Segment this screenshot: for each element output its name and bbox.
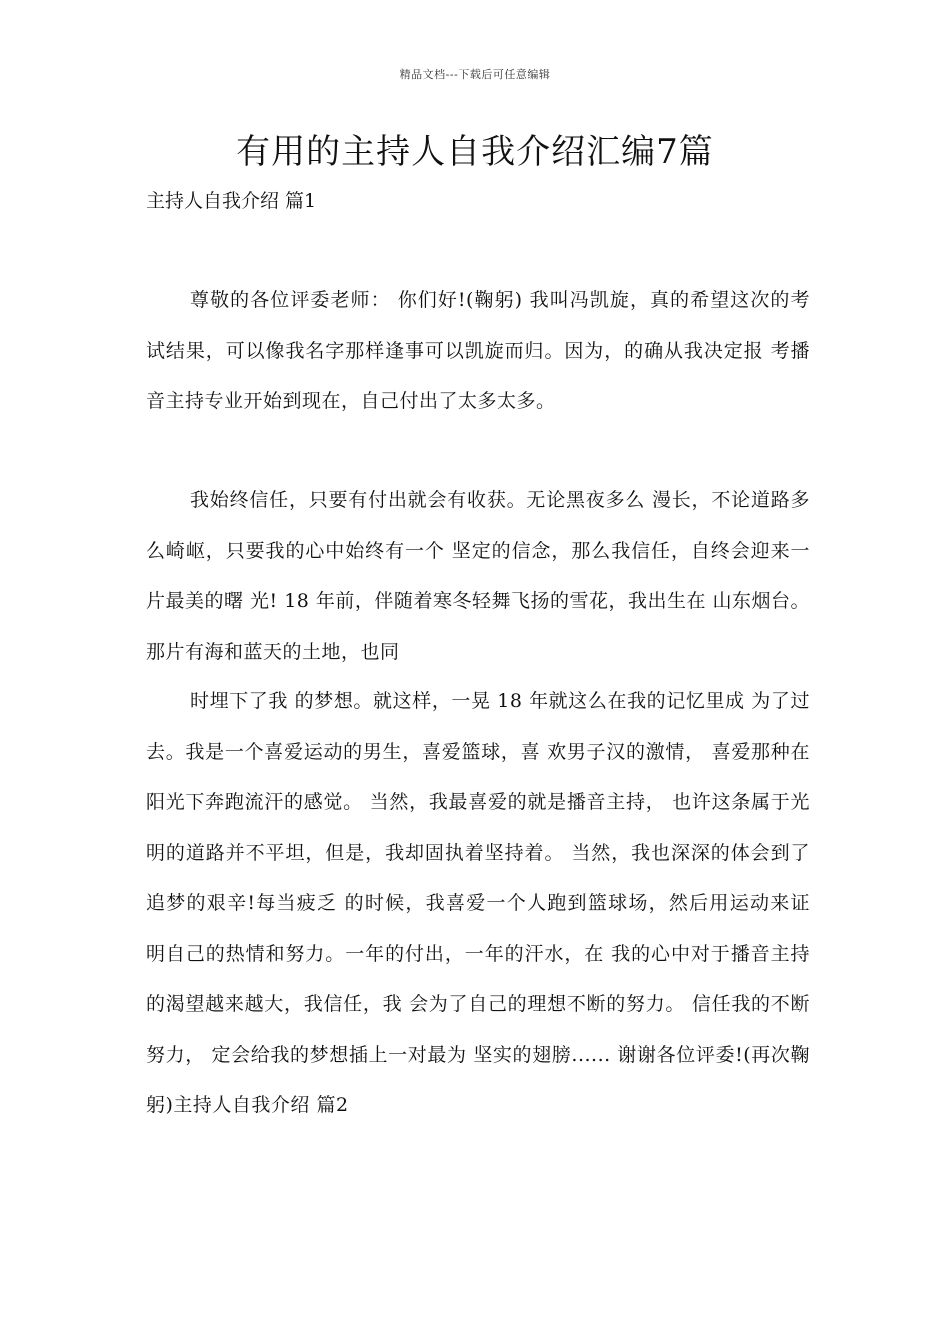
body-paragraph: 时埋下了我 的梦想。就这样，一晃 18 年就这么在我的记忆里成 为了过去。我是一个喜爱运动的男生，喜爱篮球，喜 欢男子汉的激情， 喜爱那种在阳光下奔跑流汗的感觉。 当然，我最喜爱的就是播音主持， 也许这条属于光明的道路并不平坦，但是，我却固执着坚持着。 当然，我也深深的体会到了追梦的艰辛!每当疲乏 的时候，我喜爱一个人跑到篮球场，然后用运动来证 明自己的热情和努力。一年的付出，一年的汗水，在 我的心中对于播音主持的渴望越来越大，我信任，我 会为了自己的理想不断的努力。 信任我的不断努力， 定会给我的梦想插上一对最为 坚实的翅膀...... 谢谢各位评委!(再次鞠躬)主持人自我介绍 篇2 [146,690,810,1116]
document-title: 有用的主持人自我介绍汇编7篇 [236,132,714,172]
header-note: 精品文档---下载后可任意编辑 [399,68,551,81]
section-heading: 主持人自我介绍 篇1 [146,190,317,212]
body-paragraph: 尊敬的各位评委老师： 你们好!(鞠躬) 我叫冯凯旋，真的希望这次的考试结果，可以像我名字那样逢事可以凯旋而归。因为，的确从我决定报 考播音主持专业开始到现在，自己付出了太多太多。 [146,289,810,412]
body-paragraph: 我始终信任，只要有付出就会有收获。无论黑夜多么 漫长，不论道路多么崎岖，只要我的心中始终有一个 坚定的信念，那么我信任，自终会迎来一片最美的曙 光! 18 年前，伴随着寒冬轻舞飞扬的雪花，我出生在 山东烟台。那片有海和蓝天的土地，也同 [146,489,810,663]
